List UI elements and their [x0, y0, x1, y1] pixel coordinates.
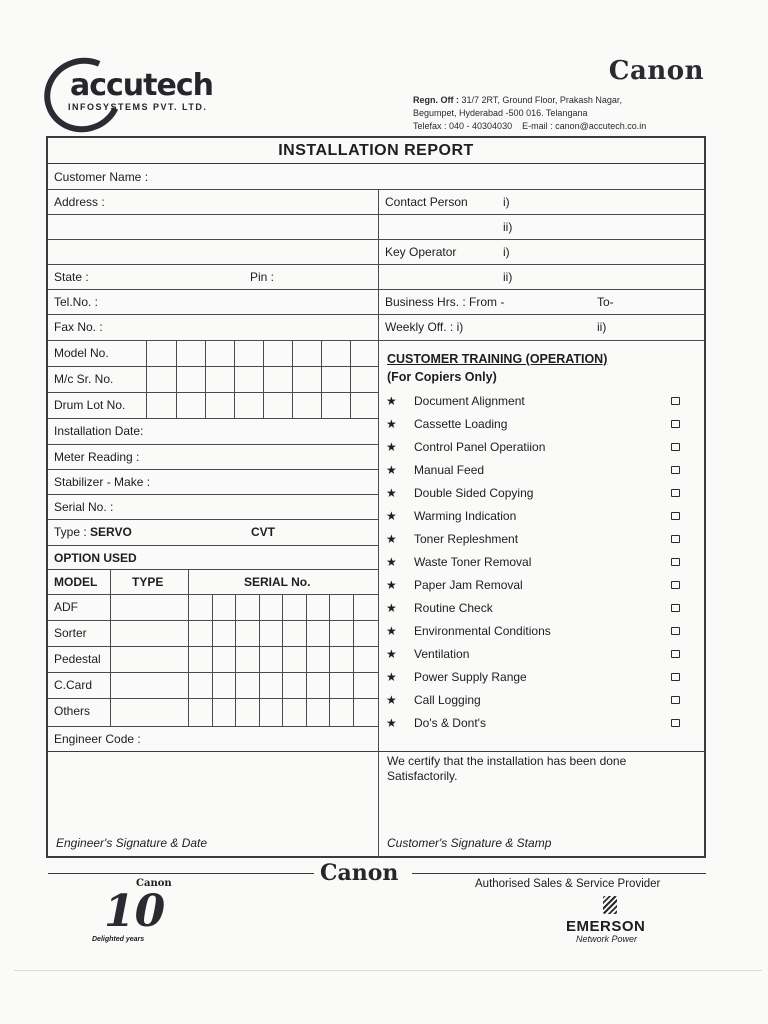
fax-field[interactable] — [48, 315, 379, 341]
training-item-label: Double Sided Copying — [414, 486, 534, 500]
training-item-label: Power Supply Range — [414, 670, 527, 684]
training-checkbox[interactable] — [671, 397, 680, 405]
meter-reading-label: Meter Reading : — [54, 450, 140, 464]
training-item-label: Cassette Loading — [414, 417, 508, 431]
weekly-off-label: Weekly Off. : i) — [385, 320, 464, 334]
model-grid-line — [176, 341, 177, 419]
option-label: Pedestal — [54, 652, 101, 666]
emerson-logo: EMERSON — [566, 918, 646, 935]
anniversary-number: 10 — [104, 886, 166, 937]
form-title: INSTALLATION REPORT — [48, 138, 704, 164]
training-checkbox[interactable] — [671, 673, 680, 681]
customer-name-label: Customer Name : — [54, 170, 149, 184]
training-item — [386, 551, 666, 574]
training-item-label: Routine Check — [414, 601, 493, 615]
engineer-code-label: Engineer Code : — [54, 732, 141, 746]
option-used-heading: OPTION USED — [48, 546, 379, 570]
footer-canon-logo: Canon — [320, 860, 399, 886]
training-item — [386, 574, 666, 597]
authorised-provider-text: Authorised Sales & Service Provider — [475, 878, 661, 890]
key-operator-1[interactable] — [379, 240, 704, 265]
drum-lot-no-field[interactable] — [48, 393, 379, 419]
engineer-signature-label: Engineer's Signature & Date — [56, 836, 208, 850]
training-checkbox[interactable] — [671, 604, 680, 612]
star-icon: ★ — [386, 555, 397, 569]
customer-signature-label: Customer's Signature & Stamp — [387, 836, 552, 850]
type-row[interactable] — [48, 520, 379, 546]
key-operator-2[interactable] — [379, 265, 704, 290]
stabilizer-field[interactable] — [48, 470, 379, 495]
model-grid-line — [234, 341, 235, 419]
option-table-header — [48, 570, 379, 595]
star-icon: ★ — [386, 509, 397, 523]
option-label: Sorter — [54, 626, 87, 640]
contact-person-i: i) — [503, 195, 510, 209]
training-item — [386, 436, 666, 459]
anniversary-canon: Canon — [136, 878, 172, 889]
contact-person-2[interactable] — [379, 215, 704, 240]
option-label: Others — [54, 704, 91, 718]
certify-text: We certify that the installation has been done Satisfactorily. — [387, 754, 627, 783]
mc-sr-no-label: M/c Sr. No. — [54, 372, 114, 386]
training-checkbox[interactable] — [671, 512, 680, 520]
option-label: C.Card — [54, 678, 93, 692]
star-icon: ★ — [386, 670, 397, 684]
training-item — [386, 413, 666, 436]
training-item-label: Warming Indication — [414, 509, 517, 523]
serial-no-field[interactable] — [48, 495, 379, 520]
option-grid-line — [282, 595, 283, 727]
training-checkbox[interactable] — [671, 696, 680, 704]
contact-person-label: Contact Person — [385, 195, 468, 209]
model-grid-line — [263, 341, 264, 419]
col-type-header: TYPE — [132, 575, 164, 589]
type-servo: SERVO — [90, 525, 132, 539]
star-icon: ★ — [386, 624, 397, 638]
star-icon: ★ — [386, 417, 397, 431]
footer-rule-right — [412, 873, 706, 874]
emerson-logo-icon — [603, 896, 617, 914]
training-checkbox[interactable] — [671, 443, 680, 451]
state-label: State : — [54, 270, 89, 284]
email: E-mail : canon@accutech.co.in — [522, 121, 647, 131]
signature-divider — [378, 752, 379, 858]
option-grid-line — [306, 595, 307, 727]
training-item-label: Do's & Dont's — [414, 716, 486, 730]
training-item — [386, 620, 666, 643]
col-serial-header: SERIAL No. — [244, 575, 311, 589]
model-no-field[interactable] — [48, 341, 379, 367]
star-icon: ★ — [386, 532, 397, 546]
training-item-label: Manual Feed — [414, 463, 485, 477]
star-icon: ★ — [386, 394, 397, 408]
type-cvt: CVT — [251, 525, 275, 539]
model-grid-line — [146, 341, 147, 419]
star-icon: ★ — [386, 601, 397, 615]
emerson-subtitle: Network Power — [576, 934, 638, 944]
regn-line2: Begumpet, Hyderabad -500 016. Telangana — [413, 108, 588, 118]
model-grid-line — [292, 341, 293, 419]
weekly-off-field[interactable] — [379, 315, 704, 341]
business-hours-to: To- — [597, 295, 614, 309]
tel-field[interactable] — [48, 290, 379, 315]
training-item — [386, 528, 666, 551]
training-item-label: Waste Toner Removal — [414, 555, 532, 569]
training-item — [386, 643, 666, 666]
model-no-label: Model No. — [54, 346, 109, 360]
regn-label: Regn. Off : — [413, 95, 459, 105]
address-field[interactable] — [48, 190, 379, 215]
training-checkbox[interactable] — [671, 719, 680, 727]
bottom-rule — [14, 970, 762, 971]
footer-rule-left — [48, 873, 314, 874]
option-label: ADF — [54, 600, 78, 614]
key-operator-i: i) — [503, 245, 510, 259]
star-icon: ★ — [386, 486, 397, 500]
key-operator-ii: ii) — [503, 270, 513, 284]
accutech-logo — [44, 58, 224, 136]
training-title: CUSTOMER TRAINING (OPERATION) — [387, 352, 608, 366]
customer-name-field[interactable] — [48, 165, 704, 190]
address-line-3[interactable] — [48, 240, 379, 265]
weekly-off-ii: ii) — [597, 320, 607, 334]
anniversary-logo — [86, 878, 186, 950]
training-checkbox[interactable] — [671, 558, 680, 566]
option-grid-line — [212, 595, 213, 727]
training-checkbox[interactable] — [671, 535, 680, 543]
key-operator-label: Key Operator — [385, 245, 457, 259]
model-grid-line — [321, 341, 322, 419]
training-item — [386, 689, 666, 712]
option-grid-line — [353, 595, 354, 727]
contact-person-1[interactable] — [379, 190, 704, 215]
training-item — [386, 597, 666, 620]
star-icon: ★ — [386, 463, 397, 477]
training-item-label: Document Alignment — [414, 394, 525, 408]
model-grid-line — [205, 341, 206, 419]
installation-date-field[interactable] — [48, 419, 379, 445]
mc-sr-no-field[interactable] — [48, 367, 379, 393]
address-line-2[interactable] — [48, 215, 379, 240]
training-checkbox[interactable] — [671, 650, 680, 658]
business-hours-field[interactable] — [379, 290, 704, 315]
star-icon: ★ — [386, 693, 397, 707]
star-icon: ★ — [386, 716, 397, 730]
training-item-label: Ventilation — [414, 647, 470, 661]
training-item — [386, 712, 666, 735]
training-item — [386, 390, 666, 413]
star-icon: ★ — [386, 647, 397, 661]
star-icon: ★ — [386, 578, 397, 592]
option-grid-line — [329, 595, 330, 727]
logo-word: accutech — [70, 68, 213, 103]
canon-logo: Canon — [608, 56, 704, 86]
fax-label: Fax No. : — [54, 320, 103, 334]
state-pin-row[interactable] — [48, 265, 379, 290]
option-grid-line — [259, 595, 260, 727]
training-checkbox[interactable] — [671, 581, 680, 589]
report-form — [46, 136, 706, 858]
training-heading — [387, 350, 607, 386]
logo-subtitle: INFOSYSTEMS PVT. LTD. — [68, 102, 208, 112]
training-item-label: Control Panel Operatiion — [414, 440, 546, 454]
company-address — [413, 94, 646, 133]
contact-person-ii: ii) — [503, 220, 513, 234]
anniversary-subtitle: Delighted years — [92, 936, 145, 943]
training-subtitle: (For Copiers Only) — [387, 370, 497, 384]
tel-label: Tel.No. : — [54, 295, 99, 309]
business-hours-label: Business Hrs. : From - — [385, 295, 505, 309]
training-item — [386, 459, 666, 482]
training-item-label: Call Logging — [414, 693, 481, 707]
option-grid-line — [235, 595, 236, 727]
training-checkbox[interactable] — [671, 420, 680, 428]
training-checkbox[interactable] — [671, 489, 680, 497]
training-item — [386, 666, 666, 689]
telefax: Telefax : 040 - 40304030 — [413, 121, 513, 131]
training-item — [386, 482, 666, 505]
type-label: Type : — [54, 525, 91, 539]
drum-lot-no-label: Drum Lot No. — [54, 398, 126, 412]
address-label: Address : — [54, 195, 105, 209]
training-item-label: Environmental Conditions — [414, 624, 551, 638]
col-model-header: MODEL — [54, 575, 98, 589]
model-grid-line — [350, 341, 351, 419]
meter-reading-field[interactable] — [48, 445, 379, 470]
stabilizer-label: Stabilizer - Make : — [54, 475, 151, 489]
training-item-label: Toner Repleshment — [414, 532, 519, 546]
training-checkbox[interactable] — [671, 627, 680, 635]
pin-label: Pin : — [250, 270, 275, 284]
serial-no-label: Serial No. : — [54, 500, 114, 514]
training-item-label: Paper Jam Removal — [414, 578, 523, 592]
star-icon: ★ — [386, 440, 397, 454]
installation-date-label: Installation Date: — [54, 424, 144, 438]
regn-line1: 31/7 2RT, Ground Floor, Prakash Nagar, — [461, 95, 622, 105]
training-checkbox[interactable] — [671, 466, 680, 474]
training-item — [386, 505, 666, 528]
